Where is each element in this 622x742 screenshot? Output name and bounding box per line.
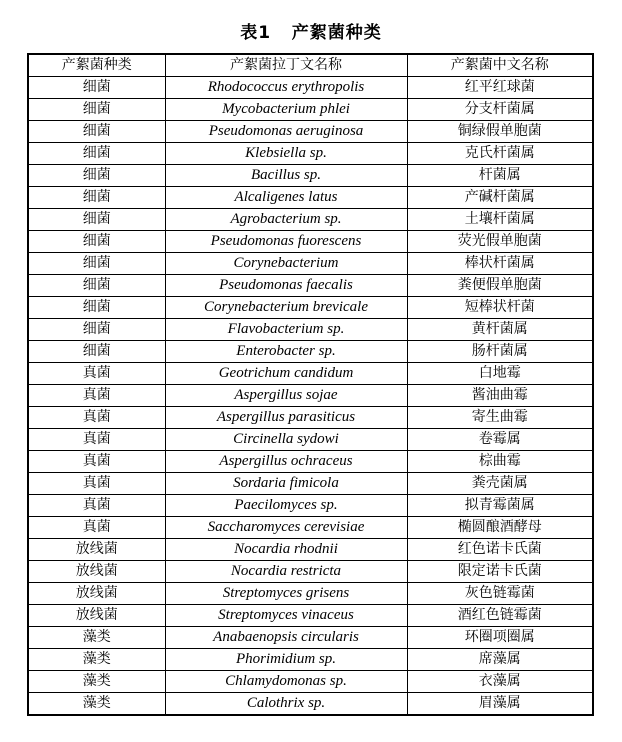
table-row — [28, 363, 593, 385]
cell-latin-name: Alcaligenes latus — [165, 187, 407, 209]
table-row — [28, 539, 593, 561]
cell-latin-name: Circinella sydowi — [165, 429, 407, 451]
cell-type: 放线菌 — [28, 583, 165, 605]
cell-type: 细菌 — [28, 275, 165, 297]
cell-latin-name: Flavobacterium sp. — [165, 319, 407, 341]
cell-type: 藻类 — [28, 627, 165, 649]
cell-type: 真菌 — [28, 385, 165, 407]
cell-chinese-name: 红色诺卡氏菌 — [407, 539, 593, 561]
cell-latin-name: Bacillus sp. — [165, 165, 407, 187]
cell-type: 真菌 — [28, 429, 165, 451]
table-row — [28, 275, 593, 297]
cell-type: 放线菌 — [28, 539, 165, 561]
cell-type: 藻类 — [28, 693, 165, 716]
cell-latin-name: Enterobacter sp. — [165, 341, 407, 363]
cell-type: 细菌 — [28, 319, 165, 341]
cell-chinese-name: 寄生曲霉 — [407, 407, 593, 429]
cell-type: 细菌 — [28, 121, 165, 143]
header-chinese-name: 产絮菌中文名称 — [407, 54, 593, 77]
table-row — [28, 671, 593, 693]
table-row — [28, 231, 593, 253]
cell-latin-name: Paecilomyces sp. — [165, 495, 407, 517]
table-row — [28, 649, 593, 671]
cell-chinese-name: 拟青霉菌属 — [407, 495, 593, 517]
header-latin-name: 产絮菌拉丁文名称 — [165, 54, 407, 77]
cell-latin-name: Geotrichum candidum — [165, 363, 407, 385]
cell-latin-name: Pseudomonas aeruginosa — [165, 121, 407, 143]
cell-chinese-name: 衣藻属 — [407, 671, 593, 693]
cell-chinese-name: 棒状杆菌属 — [407, 253, 593, 275]
cell-type: 细菌 — [28, 297, 165, 319]
cell-latin-name: Calothrix sp. — [165, 693, 407, 716]
table-row — [28, 341, 593, 363]
cell-latin-name: Corynebacterium — [165, 253, 407, 275]
cell-latin-name: Aspergillus parasiticus — [165, 407, 407, 429]
cell-chinese-name: 铜绿假单胞菌 — [407, 121, 593, 143]
cell-chinese-name: 席藻属 — [407, 649, 593, 671]
table-row — [28, 165, 593, 187]
cell-chinese-name: 限定诺卡氏菌 — [407, 561, 593, 583]
header-type: 产絮菌种类 — [28, 54, 165, 77]
cell-chinese-name: 椭圆酿酒酵母 — [407, 517, 593, 539]
cell-latin-name: Chlamydomonas sp. — [165, 671, 407, 693]
table-row — [28, 429, 593, 451]
cell-latin-name: Agrobacterium sp. — [165, 209, 407, 231]
cell-type: 真菌 — [28, 495, 165, 517]
cell-latin-name: Klebsiella sp. — [165, 143, 407, 165]
cell-type: 藻类 — [28, 649, 165, 671]
cell-chinese-name: 肠杆菌属 — [407, 341, 593, 363]
table-row — [28, 561, 593, 583]
cell-type: 细菌 — [28, 77, 165, 99]
cell-latin-name: Streptomyces vinaceus — [165, 605, 407, 627]
cell-type: 真菌 — [28, 451, 165, 473]
bacteria-species-table — [27, 53, 594, 716]
cell-latin-name: Mycobacterium phlei — [165, 99, 407, 121]
cell-type: 藻类 — [28, 671, 165, 693]
cell-type: 放线菌 — [28, 561, 165, 583]
cell-latin-name: Nocardia restricta — [165, 561, 407, 583]
cell-latin-name: Aspergillus sojae — [165, 385, 407, 407]
cell-type: 细菌 — [28, 253, 165, 275]
table-body — [28, 77, 593, 716]
table-row — [28, 99, 593, 121]
table-row — [28, 187, 593, 209]
cell-type: 细菌 — [28, 341, 165, 363]
table-row — [28, 77, 593, 99]
table-title: 表1 产絮菌种类 — [240, 23, 382, 43]
table-header-row — [28, 54, 593, 77]
table-row — [28, 495, 593, 517]
table-row — [28, 143, 593, 165]
cell-latin-name: Streptomyces grisens — [165, 583, 407, 605]
table-row — [28, 297, 593, 319]
cell-chinese-name: 黄杆菌属 — [407, 319, 593, 341]
table-row — [28, 451, 593, 473]
table-row — [28, 583, 593, 605]
table-row — [28, 407, 593, 429]
table-row — [28, 253, 593, 275]
cell-chinese-name: 环圈项圈属 — [407, 627, 593, 649]
cell-chinese-name: 粪壳菌属 — [407, 473, 593, 495]
cell-latin-name: Anabaenopsis circularis — [165, 627, 407, 649]
table-row — [28, 121, 593, 143]
cell-latin-name: Aspergillus ochraceus — [165, 451, 407, 473]
table-row — [28, 319, 593, 341]
cell-latin-name: Rhodococcus erythropolis — [165, 77, 407, 99]
cell-chinese-name: 酱油曲霉 — [407, 385, 593, 407]
cell-type: 细菌 — [28, 231, 165, 253]
cell-chinese-name: 灰色链霉菌 — [407, 583, 593, 605]
cell-chinese-name: 产碱杆菌属 — [407, 187, 593, 209]
cell-type: 真菌 — [28, 407, 165, 429]
table-row — [28, 209, 593, 231]
cell-latin-name: Phorimidium sp. — [165, 649, 407, 671]
cell-type: 细菌 — [28, 143, 165, 165]
cell-chinese-name: 酒红色链霉菌 — [407, 605, 593, 627]
cell-chinese-name: 分支杆菌属 — [407, 99, 593, 121]
cell-chinese-name: 土壤杆菌属 — [407, 209, 593, 231]
cell-type: 放线菌 — [28, 605, 165, 627]
cell-latin-name: Saccharomyces cerevisiae — [165, 517, 407, 539]
cell-chinese-name: 克氏杆菌属 — [407, 143, 593, 165]
cell-type: 真菌 — [28, 363, 165, 385]
cell-chinese-name: 短棒状杆菌 — [407, 297, 593, 319]
cell-chinese-name: 杆菌属 — [407, 165, 593, 187]
table-row — [28, 693, 593, 716]
cell-chinese-name: 荧光假单胞菌 — [407, 231, 593, 253]
cell-type: 细菌 — [28, 165, 165, 187]
cell-chinese-name: 眉藻属 — [407, 693, 593, 716]
cell-latin-name: Sordaria fimicola — [165, 473, 407, 495]
cell-chinese-name: 棕曲霉 — [407, 451, 593, 473]
table-row — [28, 605, 593, 627]
table-row — [28, 385, 593, 407]
cell-type: 细菌 — [28, 209, 165, 231]
cell-chinese-name: 红平红球菌 — [407, 77, 593, 99]
cell-type: 细菌 — [28, 99, 165, 121]
cell-type: 真菌 — [28, 517, 165, 539]
cell-latin-name: Pseudomonas fuorescens — [165, 231, 407, 253]
cell-type: 真菌 — [28, 473, 165, 495]
cell-latin-name: Nocardia rhodnii — [165, 539, 407, 561]
cell-latin-name: Pseudomonas faecalis — [165, 275, 407, 297]
cell-chinese-name: 卷霉属 — [407, 429, 593, 451]
table-row — [28, 627, 593, 649]
cell-chinese-name: 白地霉 — [407, 363, 593, 385]
table-row — [28, 473, 593, 495]
cell-type: 细菌 — [28, 187, 165, 209]
cell-latin-name: Corynebacterium brevicale — [165, 297, 407, 319]
table-row — [28, 517, 593, 539]
cell-chinese-name: 粪便假单胞菌 — [407, 275, 593, 297]
